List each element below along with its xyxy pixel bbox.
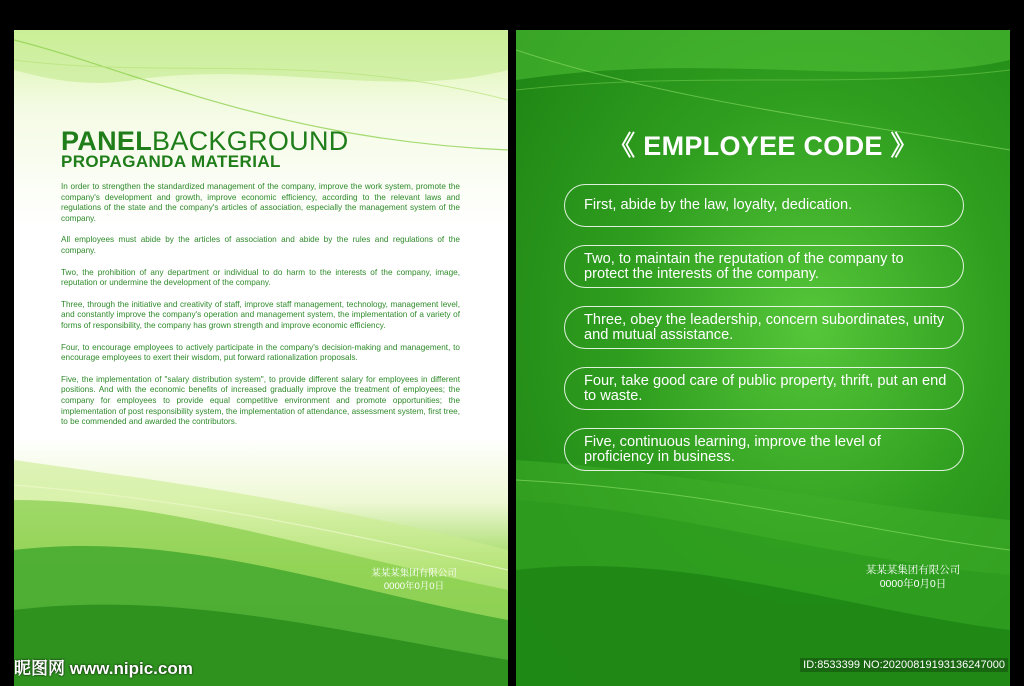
code-item: Two, to maintain the reputation of the company to protect the interests of the company.: [564, 245, 964, 288]
company-name: 某某某集团有限公司: [865, 564, 961, 576]
article-paragraph: Two, the prohibition of any department or individual to do harm to the interests of the company, image, reputation or undermine the development of the company.: [61, 267, 460, 288]
code-item: Four, take good care of public property, thrift, put an end to waste.: [564, 367, 964, 410]
code-item: First, abide by the law, loyalty, dedication.: [564, 184, 964, 227]
panel-title-bold: PANEL: [61, 126, 153, 156]
article-paragraph: Four, to encourage employees to actively participate in the company's decision-making and management, to encourage employees to exert their wisdom, put forward rationalization proposals.: [61, 342, 460, 363]
panel-title-light: BACKGROUND: [152, 126, 349, 156]
left-footer: [359, 567, 469, 593]
panel-subtitle: PROPAGANDA MATERIAL: [61, 152, 281, 171]
article-paragraph: Three, through the initiative and creativity of staff, improve staff management, technology, management level, and constantly improve the company's operation and management system, the implementation of a variety of forms of responsibility, the company has grown strength and improve economic efficiency.: [61, 299, 460, 330]
image-id-watermark: ID:8533399 NO:20200819193136247000: [800, 658, 1008, 672]
issue-date: 0000年0月0日: [879, 578, 947, 590]
article-paragraph: All employees must abide by the articles of association and abide by the rules and regulations of the company.: [61, 235, 460, 255]
company-name: 某某某集团有限公司: [371, 568, 457, 579]
employee-code-list: [564, 184, 964, 489]
article-body: [61, 182, 460, 439]
nipic-watermark-logo: 昵图网 www.nipic.com: [14, 659, 193, 678]
right-brochure-panel: [516, 30, 1010, 686]
article-paragraph: In order to strengthen the standardized management of the company, improve the work system, promote the company's development and growth, improve economic efficiency, according to the relevant laws and regulations of the state and the company's articles of association, especially the management system of the company.: [61, 182, 460, 223]
left-brochure-panel: [14, 30, 508, 686]
right-footer: [846, 563, 980, 591]
code-item: Five, continuous learning, improve the level of proficiency in business.: [564, 428, 964, 471]
code-item: Three, obey the leadership, concern subordinates, unity and mutual assistance.: [564, 306, 964, 349]
employee-code-title: 《 EMPLOYEE CODE 》: [608, 131, 918, 161]
article-paragraph: Five, the implementation of "salary distribution system", to provide different salary for employees in different positions. And with the economic benefits of increased gradually improve the treatment of employees; the company for employees to provide equal competitive environment and promote opportunities; the implementation of post responsibility system, the implementation of attendance, assessment system, first tree, to be commended and awarded the contributors.: [61, 374, 460, 427]
issue-date: 0000年0月0日: [383, 581, 445, 592]
